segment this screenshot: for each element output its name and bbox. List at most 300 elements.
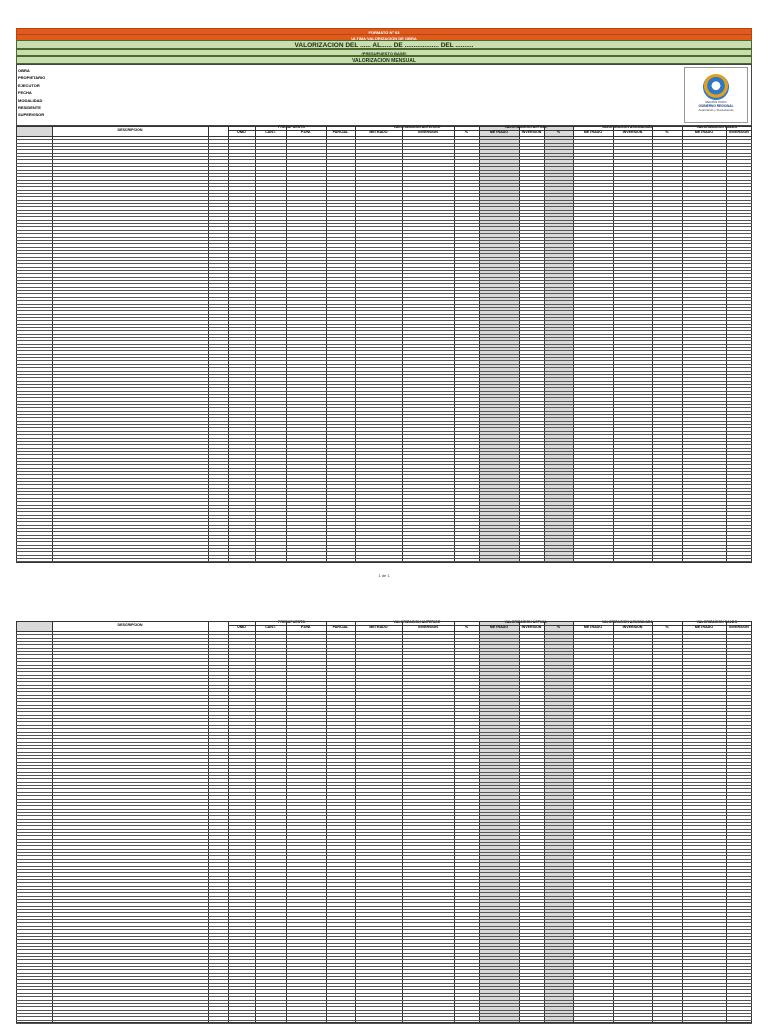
table-row-line [16,183,752,184]
table-row-line [16,163,752,164]
table-row-line [16,541,752,542]
table-row-line [16,752,752,753]
group-header-2: VALORIZACION ACTUAL [504,620,548,624]
table-row-line [16,180,752,181]
table-row-line [16,193,752,194]
subheader-3: PARCIAL [332,625,349,629]
table-row-line [16,381,752,382]
table-row-line [16,143,752,144]
table-row-line [16,317,752,318]
table-row-line [16,896,752,897]
table-row-line [16,1020,752,1021]
subheader-1: CANT. [265,625,276,629]
table-row-line [16,795,752,796]
table-row-line [16,464,752,465]
table-row-line [16,344,752,345]
table-row-line [16,936,752,937]
table-row-line [16,424,752,425]
valorizacion-table-page-1 [16,126,752,563]
label-residente: RESIDENTE [18,105,41,111]
table-row-line [16,886,752,887]
table-row-line [16,414,752,415]
subheader-13: METRADO [694,130,714,134]
table-row-line [16,448,752,449]
table-row-line [16,411,752,412]
table-row-line [16,404,752,405]
project-info-labels [18,67,45,119]
table-row-line [16,946,752,947]
table-row-line [16,742,752,743]
table-row-line [16,872,752,873]
table-row-line [16,782,752,783]
table-row-line [16,511,752,512]
group-header-1: VALORIZACION ANTERIOR [393,620,441,624]
table-row-line [16,668,752,669]
table-row-line [16,882,752,883]
table-row-line [16,815,752,816]
table-row-line [16,976,752,977]
label-modalidad: MODALIDAD [18,97,43,103]
table-row-line [16,320,752,321]
table-row-line [16,979,752,980]
table-row-line [16,417,752,418]
table-row-line [16,371,752,372]
table-row-line [16,993,752,994]
header-cell-gray [16,126,52,136]
table-row-line [16,788,752,789]
table-row-line [16,792,752,793]
table-row-line [16,350,752,351]
table-row-line [16,658,752,659]
table-row-line [16,277,752,278]
table-row-line [16,387,752,388]
table-row-line [16,538,752,539]
table-row-line [16,711,752,712]
label-fecha: FECHA [18,90,32,96]
group-header-3: VALORIZACION ACUMULADA [601,125,654,129]
table-row-line [16,862,752,863]
table-row-line [16,293,752,294]
table-row-line [16,139,752,140]
table-row-line [16,474,752,475]
table-row-line [16,725,752,726]
table-row-line [16,166,752,167]
subheader-0: UNID [237,625,246,629]
table-row-line [16,384,752,385]
subheader-6: % [464,130,469,134]
table-row-line [16,354,752,355]
table-row-line [16,391,752,392]
presupuesto-base-label: (PRESUPUESTO BASE) [16,49,752,56]
table-row-line [16,912,752,913]
table-row-line [16,173,752,174]
table-row-line [16,374,752,375]
table-row-line [16,257,752,258]
subheader-1: CANT. [265,130,276,134]
table-row-line [16,1016,752,1017]
table-row-line [16,916,752,917]
table-row-line [16,230,752,231]
table-row-line [16,735,752,736]
table-row-line [16,290,752,291]
table-row-line [16,1010,752,1011]
table-row-line [16,494,752,495]
table-row-line [16,478,752,479]
logo-box [684,67,748,123]
table-row-line [16,802,752,803]
table-row-line [16,558,752,559]
table-row-line [16,1013,752,1014]
table-row-line [16,866,752,867]
table-row-line [16,548,752,549]
subheader-10: METRADO [583,130,603,134]
table-row-line [16,906,752,907]
table-row-line [16,822,752,823]
table-row-line [16,421,752,422]
subheader-2: P.UNI. [300,625,312,629]
table-top-border [16,126,752,127]
table-row-line [16,216,752,217]
table-row-line [16,551,752,552]
table-row-line [16,929,752,930]
subheader-8: INVERSION [521,130,542,134]
table-row-line [16,876,752,877]
table-row-line [16,691,752,692]
valorizacion-table-page-2 [16,621,752,1023]
label-propietario: PROPIETARIO [18,75,46,81]
group-header-4: VALORIZACION SALDO [696,125,738,129]
table-row-line [16,859,752,860]
table-row-line [16,638,752,639]
table-row-line [16,441,752,442]
table-row-line [16,481,752,482]
table-row-line [16,695,752,696]
table-row-line [16,287,752,288]
table-row-line [16,799,752,800]
table-row-line [16,778,752,779]
table-row-line [16,705,752,706]
table-row-line [16,324,752,325]
table-row-line [16,963,752,964]
table-row-line [16,304,752,305]
header-cell-gray [16,621,52,631]
table-row-line [16,648,752,649]
table-row-line [16,314,752,315]
table-row-line [16,176,752,177]
group-header-0: PRESUPUESTO [277,125,306,129]
table-row-line [16,701,752,702]
table-row-line [16,501,752,502]
table-row-line [16,545,752,546]
subheader-5: INVERSION [418,130,438,134]
table-row-line [16,310,752,311]
subheader-6: % [464,625,469,629]
table-row-line [16,153,752,154]
column-descripcion-label: DESCRIPCION [117,623,143,627]
table-row-line [16,996,752,997]
table-row-line [16,253,752,254]
table-row-line [16,340,752,341]
table-row-line [16,186,752,187]
subheader-12: % [665,625,669,629]
table-row-line [16,969,752,970]
table-row-line [16,555,752,556]
table-row-line [16,243,752,244]
table-row-line [16,943,752,944]
header-bottom-border [16,136,752,137]
table-row-line [16,394,752,395]
table-row-line [16,889,752,890]
header-bottom-border [16,631,752,632]
table-row-line [16,835,752,836]
table-row-line [16,959,752,960]
subheader-8: INVERSION [521,625,542,629]
group-header-4: VALORIZACION SALDO [696,620,738,624]
table-row-line [16,515,752,516]
table-row-line [16,926,752,927]
table-row-line [16,825,752,826]
table-row-line [16,698,752,699]
table-row-line [16,200,752,201]
table-row-line [16,661,752,662]
table-row-line [16,728,752,729]
table-row-line [16,671,752,672]
table-row-line [16,1000,752,1001]
subheader-10: METRADO [583,625,603,629]
table-row-line [16,364,752,365]
table-row-line [16,685,752,686]
logo-caption-2: GOBIERNO REGIONAL [698,104,734,108]
subheader-0: UNID [237,130,246,134]
table-row-line [16,360,752,361]
subheader-11: INVERSION [622,625,643,629]
table-row-line [16,1003,752,1004]
table-row-line [16,451,752,452]
table-row-line [16,839,752,840]
table-row-line [16,210,752,211]
table-row-line [16,805,752,806]
table-row-line [16,953,752,954]
table-row-line [16,327,752,328]
table-row-line [16,762,752,763]
subheader-9: % [556,625,561,629]
table-row-line [16,718,752,719]
table-row-line [16,531,752,532]
logo-caption-1: REGIÓN PUNO [705,100,727,104]
regional-government-seal-icon [703,74,729,100]
table-bottom-border [16,562,752,563]
table-row-line [16,748,752,749]
table-row-line [16,758,752,759]
table-row-line [16,170,752,171]
table-row-line [16,444,752,445]
table-row-line [16,407,752,408]
subheader-12: % [665,130,669,134]
table-row-line [16,297,752,298]
table-row-line [16,852,752,853]
table-row-line [16,708,752,709]
table-row-line [16,892,752,893]
table-row-line [16,989,752,990]
table-row-line [16,203,752,204]
table-row-line [16,518,752,519]
table-row-line [16,525,752,526]
table-row-line [16,240,752,241]
table-row-line [16,247,752,248]
table-row-line [16,902,752,903]
subheader-2: P.UNI. [300,130,312,134]
table-row-line [16,377,752,378]
column-descripcion-label: DESCRIPCION [117,128,143,132]
subheader-4: METRADO [369,625,388,629]
table-row-line [16,223,752,224]
table-row-line [16,919,752,920]
table-row-line [16,434,752,435]
table-row-line [16,149,752,150]
table-row-line [16,939,752,940]
table-row-line [16,899,752,900]
table-row-line [16,347,752,348]
table-row-line [16,438,752,439]
table-row-line [16,681,752,682]
table-row-line [16,765,752,766]
table-row-line [16,973,752,974]
subheader-11: INVERSION [622,130,643,134]
subheader-14: INVERSION [729,625,749,629]
table-row-line [16,206,752,207]
table-row-line [16,431,752,432]
table-bottom-border [16,1022,752,1023]
table-row-line [16,458,752,459]
table-row-line [16,334,752,335]
table-row-line [16,855,752,856]
table-row-line [16,949,752,950]
subheader-9: % [556,130,561,134]
table-row-line [16,367,752,368]
formato-number: FORMATO N° 03 [16,28,752,35]
table-row-line [16,454,752,455]
table-row-line [16,755,752,756]
table-row-line [16,785,752,786]
table-row-line [16,307,752,308]
table-row-line [16,641,752,642]
table-row-line [16,933,752,934]
table-row-line [16,330,752,331]
table-row-line [16,484,752,485]
subheader-13: METRADO [694,625,714,629]
table-row-line [16,427,752,428]
table-row-line [16,675,752,676]
subheader-7: METRADO [489,130,509,134]
table-row-line [16,819,752,820]
table-row-line [16,146,752,147]
table-row-line [16,159,752,160]
table-row-line [16,738,752,739]
table-row-line [16,250,752,251]
table-row-line [16,745,752,746]
table-row-line [16,488,752,489]
table-row-line [16,461,752,462]
section-title: VALORIZACION MENSUAL [16,56,752,64]
table-row-line [16,956,752,957]
table-row-line [16,280,752,281]
table-row-line [16,220,752,221]
table-row-line [16,688,752,689]
table-row-line [16,535,752,536]
table-row-line [16,397,752,398]
table-row-line [16,528,752,529]
label-ejecutor: EJECUTOR [18,82,40,88]
table-top-border [16,621,752,622]
table-row-line [16,491,752,492]
table-row-line [16,966,752,967]
table-row-line [16,809,752,810]
table-row-line [16,644,752,645]
table-row-line [16,842,752,843]
table-row-line [16,651,752,652]
valorizacion-title-text: VALORIZACION DEL ...... AL...... DE ................... DEL .......... [294,42,474,49]
table-row-line [16,909,752,910]
group-header-0: PRESUPUESTO [277,620,306,624]
document-subtitle: ULTIMA VALORIZACION DE OBRA [16,34,752,41]
table-row-line [16,357,752,358]
project-info-box [16,64,752,126]
label-obra: OBRA [18,68,30,73]
table-row-line [16,521,752,522]
page-number: 1 de 1 [378,573,390,578]
group-header-3: VALORIZACION ACUMULADA [601,620,654,624]
table-row-line [16,832,752,833]
table-row-line [16,233,752,234]
table-row-line [16,678,752,679]
table-row-line [16,879,752,880]
table-row-line [16,634,752,635]
table-row-line [16,654,752,655]
table-row-line [16,665,752,666]
table-row-line [16,273,752,274]
group-header-2: VALORIZACION ACTUAL [504,125,548,129]
table-row-line [16,721,752,722]
table-row-line [16,505,752,506]
label-supervisor: SUPERVISOR [18,112,45,118]
table-row-line [16,300,752,301]
table-row-line [16,869,752,870]
table-row-line [16,401,752,402]
table-row-line [16,772,752,773]
table-row-line [16,196,752,197]
table-row-line [16,732,752,733]
logo-caption-3: Avanzando y Produciendo [698,108,734,112]
subheader-7: METRADO [489,625,509,629]
table-row-line [16,226,752,227]
table-row-line [16,237,752,238]
table-row-line [16,983,752,984]
table-row-line [16,267,752,268]
table-row-line [16,829,752,830]
subheader-5: INVERSION [418,625,438,629]
table-row-line [16,812,752,813]
table-row-line [16,845,752,846]
table-row-line [16,715,752,716]
table-row-line [16,213,752,214]
table-row-line [16,768,752,769]
table-row-line [16,468,752,469]
table-row-line [16,498,752,499]
subheader-4: METRADO [369,130,388,134]
table-row-line [16,260,752,261]
table-row-line [16,775,752,776]
table-row-line [16,263,752,264]
